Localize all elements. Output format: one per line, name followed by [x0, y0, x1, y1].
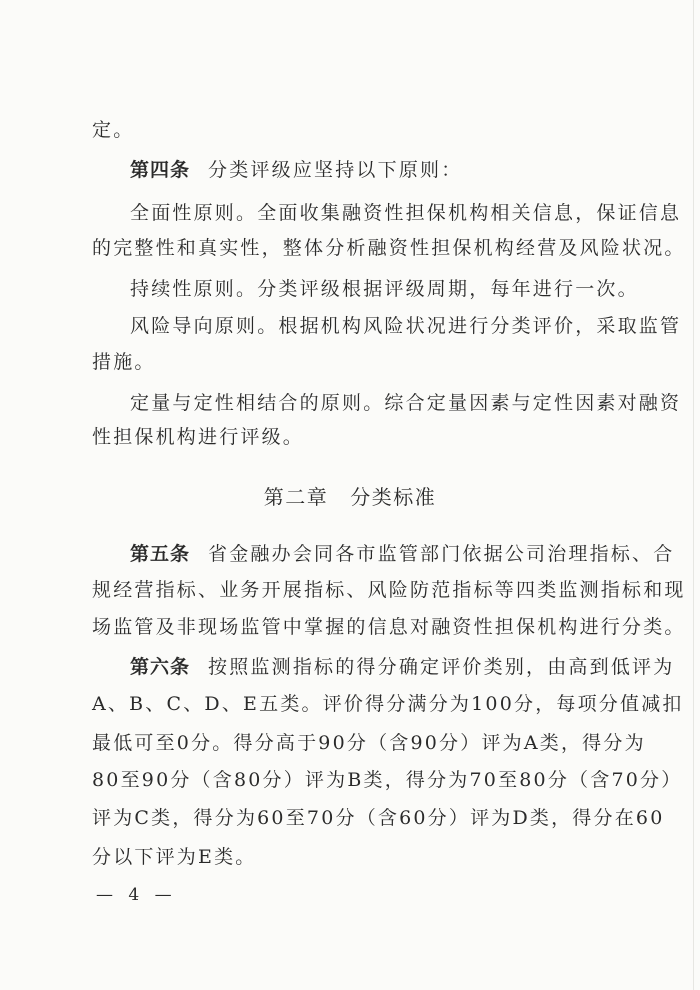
- chapter-number: 第二章: [263, 485, 329, 509]
- text-line: 分以下评为E类。: [92, 846, 257, 868]
- text-line: 场监管及非现场监管中掌握的信息对融资性担保机构进行分类。: [92, 616, 686, 638]
- text-line: 性担保机构进行评级。: [92, 426, 305, 448]
- chapter-title: 分类标准: [350, 485, 437, 509]
- article-6: [130, 655, 674, 679]
- article-text: 分类评级应坚持以下原则：: [208, 159, 463, 181]
- text-line: 规经营指标、业务开展指标、风险防范指标等四类监测指标和现: [92, 579, 686, 601]
- article-heading: 第五条: [130, 543, 191, 565]
- article-text: 按照监测指标的得分确定评价类别，由高到低评为: [208, 656, 675, 678]
- text-line: 评为C类，得分为60至70分（含60分）评为D类，得分在60: [92, 807, 665, 829]
- text-line: A、B、C、D、E五类。评价得分满分为100分，每项分值减扣: [92, 693, 684, 715]
- text-line: 措施。: [92, 351, 156, 373]
- text-line: 定量与定性相结合的原则。综合定量因素与定性因素对融资: [130, 392, 682, 414]
- text-line: 全面性原则。全面收集融资性担保机构相关信息，保证信息: [130, 202, 682, 224]
- text-line: 的完整性和真实性，整体分析融资性担保机构经营及风险状况。: [92, 237, 686, 259]
- text-line: 80至90分（含80分）评为B类，得分为70至80分（含70分）: [92, 769, 683, 791]
- article-text: 省金融办会同各市监管部门依据公司治理指标、合: [208, 543, 675, 565]
- page-number: — 4 —: [96, 885, 177, 905]
- chapter-heading: [0, 484, 700, 510]
- article-4: [130, 158, 462, 182]
- article-5: [130, 542, 674, 566]
- article-heading: 第六条: [130, 656, 191, 678]
- text-line: 定。: [92, 119, 135, 141]
- article-heading: 第四条: [130, 159, 191, 181]
- text-line: 最低可至0分。得分高于90分（含90分）评为A类，得分为: [92, 732, 646, 754]
- text-line: 风险导向原则。根据机构风险状况进行分类评价，采取监管: [130, 315, 682, 337]
- text-line: 持续性原则。分类评级根据评级周期，每年进行一次。: [130, 278, 639, 300]
